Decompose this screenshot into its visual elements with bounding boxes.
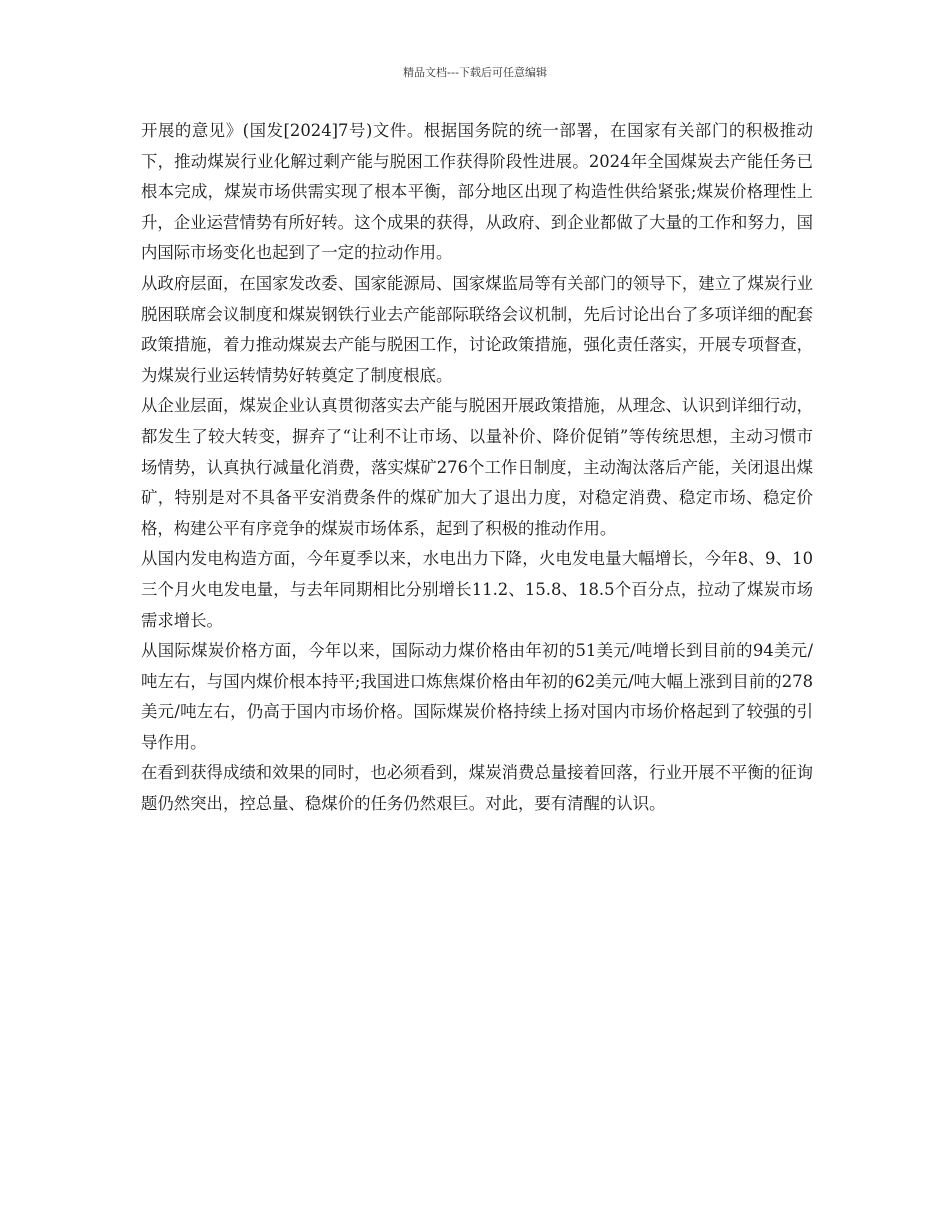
paragraph-enterprise-level: 从企业层面，煤炭企业认真贯彻落实去产能与脱困开展政策措施，从理念、认识到详细行动，都发生了较大转变，摒弃了“让利不让市场、以量补价、降价促销”等传统思想，主动习惯市场情势，认真执行减量化消费，落实煤矿276个工作日制度，主动淘汰落后产能，关闭退出煤矿，特别是对不具备平安消费条件的煤矿加大了退出力度，对稳定消费、稳定市场、稳定价格，构建公平有序竞争的煤炭市场体系，起到了积极的推动作用。 bbox=[141, 396, 814, 538]
paragraph-government-level: 从政府层面，在国家发改委、国家能源局、国家煤监局等有关部门的领导下，建立了煤炭行业脱困联席会议制度和煤炭钢铁行业去产能部际联络会议机制，先后讨论出台了多项详细的配套政策措施，着力推动煤炭去产能与脱困工作，讨论政策措施，强化责任落实，开展专项督查，为煤炭行业运转情势好转奠定了制度根底。 bbox=[141, 273, 814, 385]
paragraph-power-generation: 从国内发电构造方面，今年夏季以来，水电出力下降，火电发电量大幅增长，今年8、9、10三个月火电发电量，与去年同期相比分别增长11.2、15.8、18.5个百分点，拉动了煤炭市场需求增长。 bbox=[141, 549, 813, 630]
paragraph-challenges: 在看到获得成绩和效果的同时，也必须看到，煤炭消费总量接着回落，行业开展不平衡的征询题仍然突出，控总量、稳煤价的任务仍然艰巨。对此，要有清醒的认识。 bbox=[141, 763, 814, 814]
document-body bbox=[141, 116, 813, 820]
paragraph-international-prices: 从国际煤炭价格方面，今年以来，国际动力煤价格由年初的51美元/吨增长到目前的94美元/吨左右，与国内煤价根本持平;我国进口炼焦煤价格由年初的62美元/吨大幅上涨到目前的278美元/吨左右，仍高于国内市场价格。国际煤炭价格持续上扬对国内市场价格起到了较强的引导作用。 bbox=[141, 641, 813, 752]
paragraph-policy-progress: 开展的意见》(国发[2024]7号)文件。根据国务院的统一部署，在国家有关部门的积极推动下，推动煤炭行业化解过剩产能与脱困工作获得阶段性进展。2024年全国煤炭去产能任务已根本完成，煤炭市场供需实现了根本平衡，部分地区出现了构造性供给紧张;煤炭价格理性上升，企业运营情势有所好转。这个成果的获得，从政府、到企业都做了大量的工作和努力，国内国际市场变化也起到了一定的拉动作用。 bbox=[141, 121, 814, 263]
page-header: 精品文档---下载后可任意编辑 bbox=[403, 66, 547, 79]
